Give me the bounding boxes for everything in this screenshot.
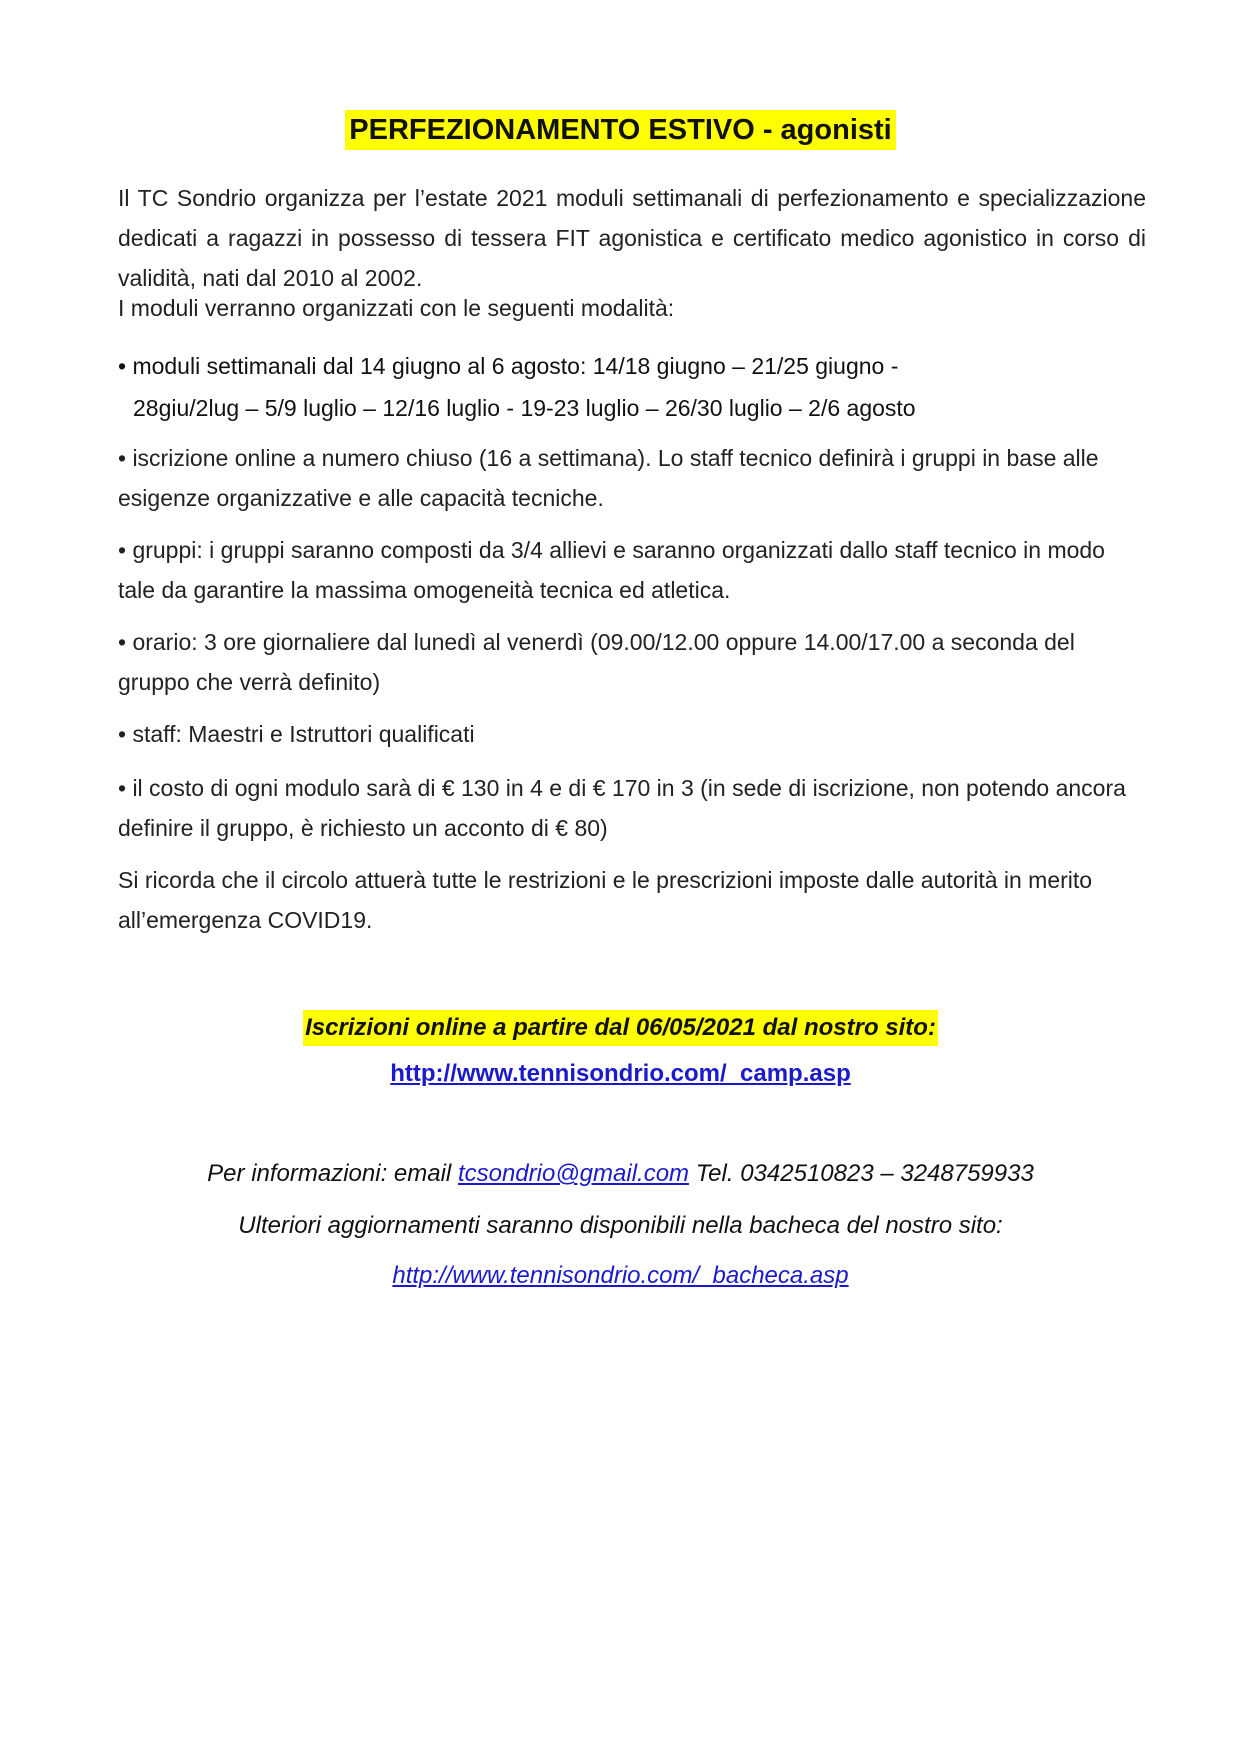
contact-prefix: Per informazioni: email xyxy=(207,1160,458,1187)
title-container xyxy=(0,110,1241,150)
contact-line xyxy=(0,1160,1241,1188)
contact-email-link[interactable]: tcsondrio@gmail.com xyxy=(457,1160,690,1187)
bullet-groups: • gruppi: i gruppi saranno composti da 3/4 allievi e saranno organizzati dallo staff tecnico in modo tale da garantire la massima omogeneità tecnica ed atletica. xyxy=(118,537,1105,603)
bacheca-link-container xyxy=(0,1262,1241,1290)
registration-notice-container xyxy=(0,1010,1241,1046)
intro-paragraph: Il TC Sondrio organizza per l’estate 2021 moduli settimanali di perfezionamento e specializzazione dedicati a ragazzi in possesso di tessera FIT agonistica e certificato medico agonistico in corso di validità, nati dal 2010 al 2002. xyxy=(118,185,1146,291)
bullet-schedule: • orario: 3 ore giornaliere dal lunedì al venerdì (09.00/12.00 oppure 14.00/17.00 a seconda del gruppo che verrà definito) xyxy=(118,629,1075,695)
document-title: PERFEZIONAMENTO ESTIVO - agonisti xyxy=(345,110,895,150)
bullet-registration: • iscrizione online a numero chiuso (16 a settimana). Lo staff tecnico definirà i gruppi in base alle esigenze organizzative e alle capacità tecniche. xyxy=(118,445,1099,511)
updates-note: Ulteriori aggiornamenti saranno disponibili nella bacheca del nostro sito: xyxy=(238,1212,1003,1239)
bullet-weeks-line2: 28giu/2lug – 5/9 luglio – 12/16 luglio - 19-23 luglio – 26/30 luglio – 2/6 agosto xyxy=(133,395,916,421)
registration-notice: Iscrizioni online a partire dal 06/05/2021 dal nostro sito: xyxy=(303,1010,938,1046)
covid-note: Si ricorda che il circolo attuerà tutte le restrizioni e le prescrizioni imposte dalle autorità in merito all’emergenza COVID19. xyxy=(118,867,1093,933)
camp-link[interactable]: http://www.tennisondrio.com/_camp.asp xyxy=(390,1060,851,1087)
camp-link-container xyxy=(0,1060,1241,1088)
bacheca-link[interactable]: http://www.tennisondrio.com/_bacheca.asp xyxy=(392,1262,849,1289)
bullet-weeks xyxy=(118,345,1146,429)
modalities-intro: I moduli verranno organizzati con le seguenti modalità: xyxy=(118,295,675,321)
bullet-cost: • il costo di ogni modulo sarà di € 130 in 4 e di € 170 in 3 (in sede di iscrizione, non potendo ancora definire il gruppo, è richiesto un acconto di € 80) xyxy=(118,775,1126,841)
bullet-staff: • staff: Maestri e Istruttori qualificati xyxy=(118,721,475,747)
contact-phones: Tel. 0342510823 – 3248759933 xyxy=(689,1160,1034,1187)
bullet-weeks-line1: • moduli settimanali dal 14 giugno al 6 agosto: 14/18 giugno – 21/25 giugno - xyxy=(118,353,899,379)
